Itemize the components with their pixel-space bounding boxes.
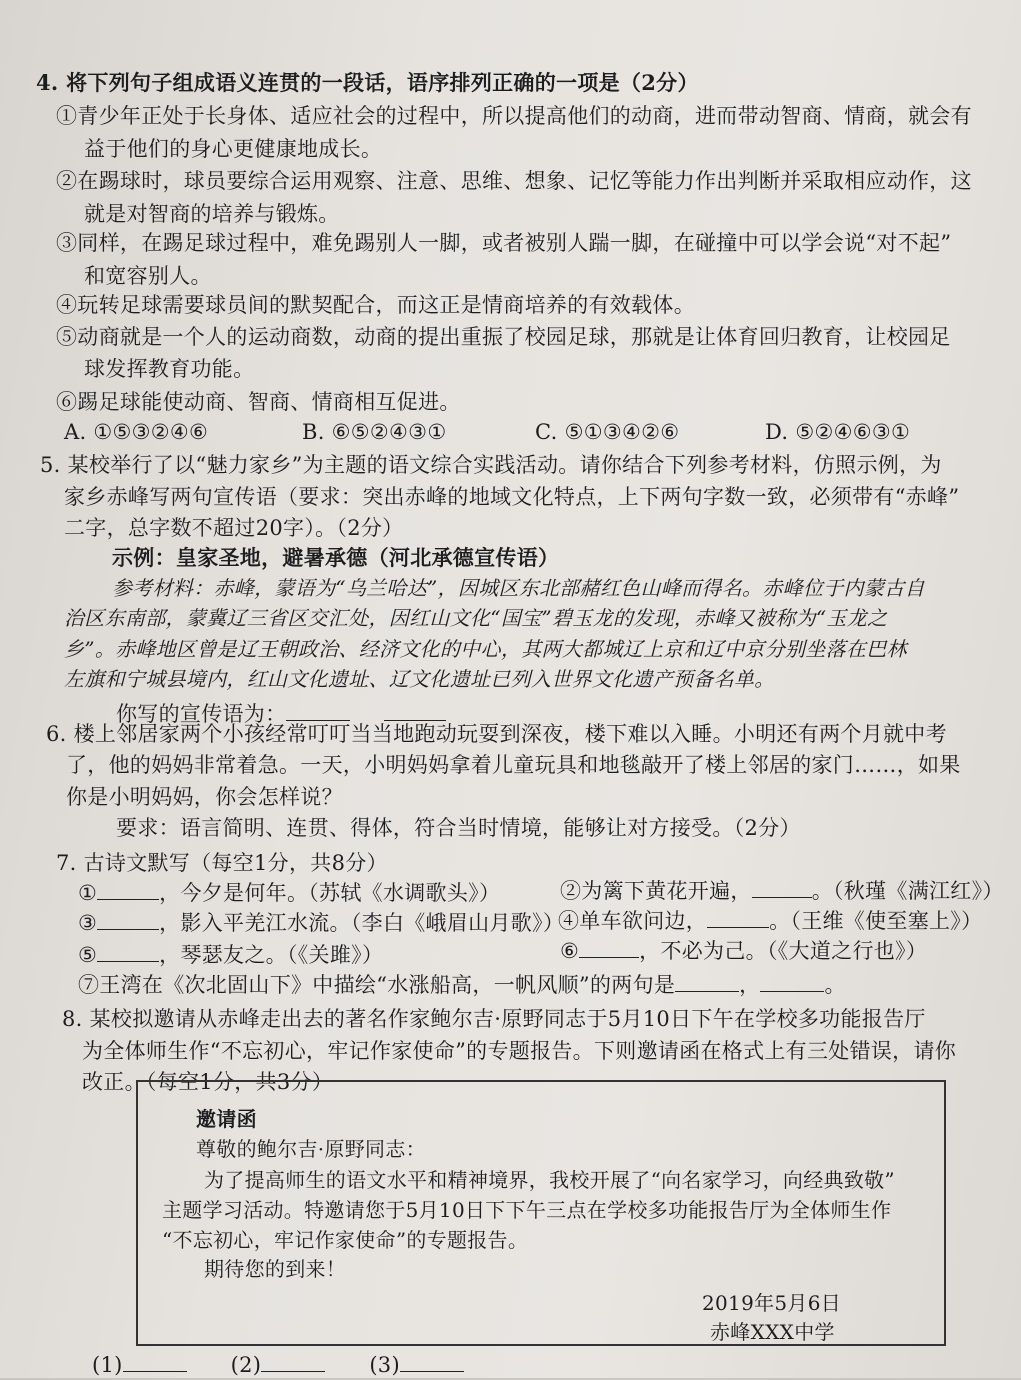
q8-blank-3[interactable] <box>400 1351 464 1372</box>
q5-example: 示例：皇家圣地，避暑承德（河北承德宣传语） <box>112 545 560 570</box>
q7-item-5: ⑤ ，琴瑟友之。（《关雎》） <box>78 943 384 967</box>
letter-body-3: “不忘初心，牢记作家使命”的专题报告。 <box>162 1228 529 1252</box>
q7-blank-2[interactable] <box>752 877 812 898</box>
letter-date: 2019年5月6日 <box>702 1291 842 1315</box>
invitation-letter-box <box>136 1080 946 1346</box>
q4-sentence-1a: ①青少年正处于长身体、适应社会的过程中，所以提高他们的动商，进而带动智商、情商，就会有 <box>56 104 972 128</box>
q4-option-c: C. ⑤①③④②⑥ <box>535 420 680 444</box>
q7-blank-1[interactable] <box>97 879 159 900</box>
q7-item-7: ⑦王湾在《次北固山下》中描绘“水涨船高，一帆风顺”的两句是 ， 。 <box>78 973 846 997</box>
q7-blank-5[interactable] <box>97 941 159 962</box>
q5-material-1: 参考材料：赤峰，蒙语为“乌兰哈达”，因城区东北部赭红色山峰而得名。赤峰位于内蒙古自 <box>112 576 925 600</box>
q7-blank-3[interactable] <box>97 909 159 930</box>
q7-blank-7a[interactable] <box>675 971 739 992</box>
letter-closing: 期待您的到来！ <box>204 1257 347 1281</box>
q5-answer-label: 你写的宣传语为： <box>116 702 287 726</box>
q8-line-3: 改正。（每空1分，共3分） <box>82 1070 334 1094</box>
q4-sentence-4: ④玩转足球需要球员间的默契配合，而这正是情商培养的有效载体。 <box>56 293 695 317</box>
q4-sentence-2a: ②在踢球时，球员要综合运用观察、注意、思维、想象、记忆等能力作出判断并采取相应动作，这 <box>56 169 972 193</box>
q4-sentence-6: ⑥踢足球能使动商、智商、情商相互促进。 <box>56 390 461 414</box>
q7-item-4: ④单车欲问边， 。（王维《使至塞上》） <box>558 909 983 933</box>
q5-material-4: 左旗和宁城县境内，红山文化遗址、辽文化遗址已列入世界文化遗产预备名单。 <box>64 667 775 691</box>
q7-blank-7b[interactable] <box>760 971 824 992</box>
letter-signer: 赤峰XXX中学 <box>710 1320 835 1344</box>
q5-answer-blank-2[interactable] <box>384 700 446 721</box>
q4-sentence-1b: 益于他们的身心更健康地成长。 <box>84 137 383 161</box>
q4-option-d: D. ⑤②④⑥③① <box>765 420 911 444</box>
q8-blank-2[interactable] <box>261 1351 325 1372</box>
q4-sentence-2b: 就是对智商的培养与锻炼。 <box>84 202 340 226</box>
q6-line-3: 你是小明妈妈，你会怎样说？ <box>66 785 343 809</box>
q7-item-3: ③ ，影入平羌江水流。（李白《峨眉山月歌》） <box>78 911 565 935</box>
q4-stem: 4. 将下列句子组成语义连贯的一段话，语序排列正确的一项是（2分） <box>36 70 699 95</box>
q5-line-3: 二字，总字数不超过20字）。（2分） <box>64 516 404 540</box>
q7-item-6: ⑥ ，不必为己。（《大道之行也》） <box>560 939 928 963</box>
q8-line-2: 为全体师生作“不忘初心，牢记作家使命”的专题报告。下则邀请函在格式上有三处错误，请你 <box>82 1039 957 1063</box>
q8-answer-row: (1) (2) (3) <box>92 1350 464 1380</box>
q7-item-1: ① ，今夕是何年。（苏轼《水调歌头》） <box>78 881 501 905</box>
letter-body-1: 为了提高师生的语文水平和精神境界，我校开展了“向名家学习，向经典致敬” <box>204 1168 895 1192</box>
q5-material-2: 治区东南部，蒙冀辽三省区交汇处，因红山文化“国宝”碧玉龙的发现，赤峰又被称为“玉龙之 <box>64 606 888 630</box>
letter-body-2: 主题学习活动。特邀请您于5月10日下下午三点在学校多功能报告厅为全体师生作 <box>162 1198 892 1222</box>
letter-greeting: 尊敬的鲍尔吉·原野同志： <box>196 1137 426 1161</box>
letter-title: 邀请函 <box>196 1107 257 1131</box>
q7-item-2: ②为篱下黄花开遍， 。（秋瑾《满江红》） <box>560 879 1004 903</box>
q5-material-3: 乡”。赤峰地区曾是辽王朝政治、经济文化的中心，其两大都城辽上京和辽中京分别坐落在巴林 <box>64 637 907 661</box>
q7-blank-6[interactable] <box>579 937 639 958</box>
q7-stem: 7. 古诗文默写（每空1分，共8分） <box>56 851 388 875</box>
q4-option-a: A. ①⑤③②④⑥ <box>64 420 209 444</box>
q6-line-2: 了，他的妈妈非常着急。一天，小明妈妈拿着儿童玩具和地毯敲开了楼上邻居的家门……，如果 <box>66 753 961 777</box>
q5-line-2: 家乡赤峰写两句宣传语（要求：突出赤峰的地域文化特点，上下两句字数一致，必须带有“赤峰” <box>64 485 960 509</box>
q6-requirement: 要求：语言简明、连贯、得体，符合当时情境，能够让对方接受。（2分） <box>116 816 801 840</box>
q8-line-1: 8. 某校拟邀请从赤峰走出去的著名作家鲍尔吉·原野同志于5月10日下午在学校多功能报告厅 <box>62 1007 926 1031</box>
q4-sentence-5a: ⑤动商就是一个人的运动商数，动商的提出重振了校园足球，那就是让体育回归教育，让校园足 <box>56 325 951 349</box>
q7-blank-4[interactable] <box>707 907 769 928</box>
q4-option-b: B. ⑥⑤②④③① <box>302 420 447 444</box>
q6-line-1: 6. 楼上邻居家两个小孩经常叮叮当当地跑动玩耍到深夜，楼下难以入睡。小明还有两个月就中考 <box>46 722 947 746</box>
q5-line-1: 5. 某校举行了以“魅力家乡”为主题的语文综合实践活动。请你结合下列参考材料，仿照示例，为 <box>40 453 942 477</box>
q4-sentence-5b: 球发挥教育功能。 <box>84 357 255 381</box>
q4-sentence-3a: ③同样，在踢足球过程中，难免踢别人一脚，或者被别人踹一脚，在碰撞中可以学会说“对不起” <box>56 231 952 255</box>
q4-sentence-3b: 和宽容别人。 <box>84 264 212 288</box>
q5-answer-blank-1[interactable] <box>286 700 350 721</box>
q8-blank-1[interactable] <box>123 1351 187 1372</box>
